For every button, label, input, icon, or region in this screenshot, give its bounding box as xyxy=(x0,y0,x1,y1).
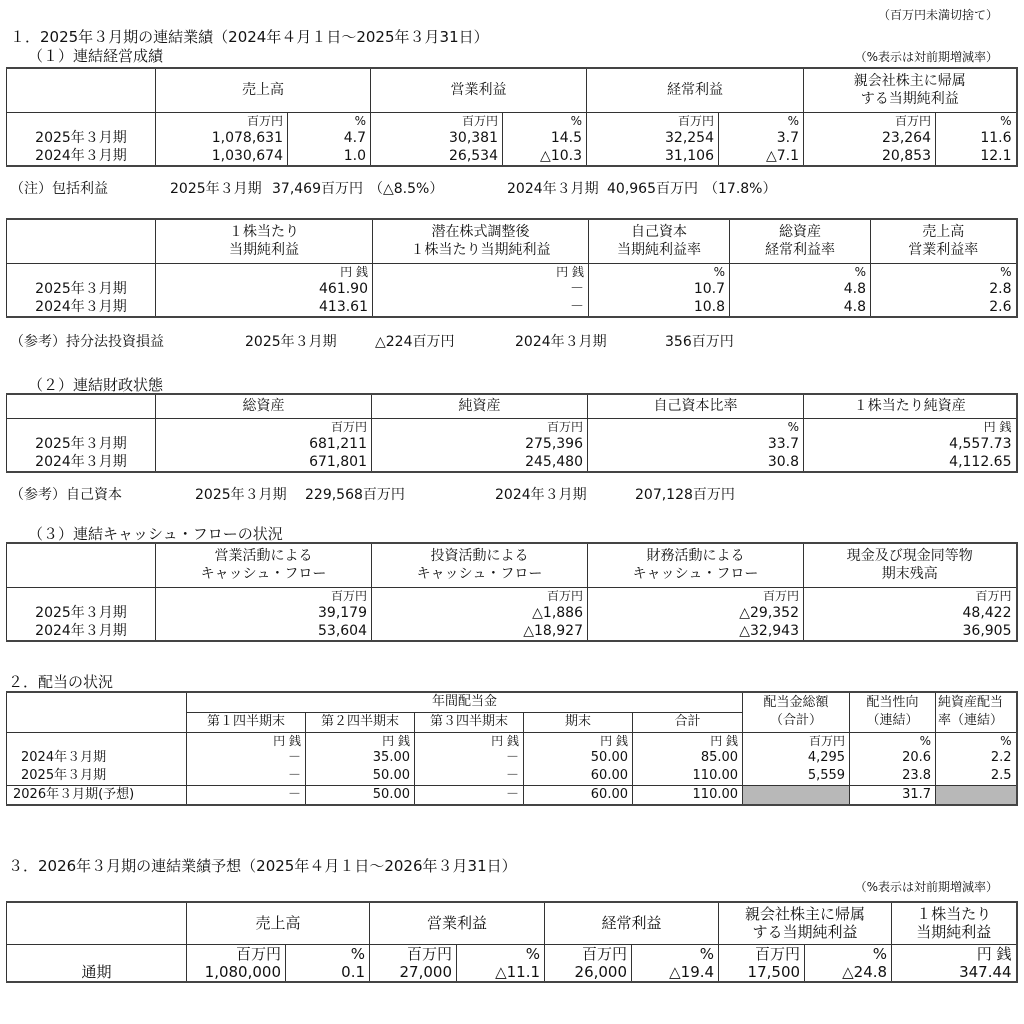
header-diluted-eps: 潜在株式調整後 １株当たり当期純利益 xyxy=(373,219,589,263)
header-roa: 総資産 経常利益率 xyxy=(730,219,871,263)
equity-method-note: （参考）持分法投資損益 2025年３月期 △224百万円 2024年３月期 356百万円 xyxy=(10,334,734,350)
header-roe: 自己資本 当期純利益率 xyxy=(589,219,730,263)
unit: 百万円 xyxy=(587,112,719,129)
section3-title: ３．2026年３月期の連結業績予想（2025年４月１日～2026年３月31日） xyxy=(8,857,517,875)
header-operating-margin: 売上高 営業利益率 xyxy=(871,219,1017,263)
header-payout-ratio: 配当性向 （連結） xyxy=(850,692,936,732)
header-investing-cf: 投資活動による キャッシュ・フロー xyxy=(372,543,588,587)
dividends-table: 年間配当金 配当金総額 （合計） 配当性向 （連結） 純資産配当 率（連結） 第１四半期末 第２四半期末 第３四半期末 期末 合計 円 銭 円 銭 円 銭 円 銭 円 銭 百万円 % % 2024年３月期 － 35.00 － 50.00 85.00 4,295 20.6 2.2 2025年３月期 － 50.00 － 60.00 110.00 5,559 23.8 2.5 2026年３月期(予想) － 50.00 － 60.00 110.00 31.7 xyxy=(6,691,1018,806)
table-row: 2025年３月期 1,078,631 4.7 30,381 14.5 32,254 3.7 23,264 11.6 xyxy=(7,129,1017,147)
unit: % xyxy=(719,112,804,129)
shaded-cell xyxy=(743,785,850,805)
table-row: 2025年３月期 － 50.00 － 60.00 110.00 5,559 23.8 2.5 xyxy=(7,767,1017,786)
equity-capital-note: （参考）自己資本 2025年３月期 229,568百万円 2024年３月期 207,128百万円 xyxy=(10,487,735,503)
sub3-title: （３）連結キャッシュ・フローの状況 xyxy=(28,525,283,543)
section2-title: ２．配当の状況 xyxy=(8,673,114,691)
header-financing-cf: 財務活動による キャッシュ・フロー xyxy=(588,543,804,587)
header-total: 合計 xyxy=(633,712,743,732)
shaded-cell xyxy=(936,785,1017,805)
table-row: 2024年３月期 53,604 △18,927 △32,943 36,905 xyxy=(7,622,1017,641)
sub1-note: （%表示は対前期増減率） xyxy=(854,50,998,64)
header-net-income-parent: 親会社株主に帰属 する当期純利益 xyxy=(719,902,892,944)
unit: % xyxy=(503,112,587,129)
per-share-ratios-table: １株当たり 当期純利益 潜在株式調整後 １株当たり当期純利益 自己資本 当期純利益率 総資産 経常利益率 売上高 営業利益率 円 銭 円 銭 % % % 2025年３月期 461.90 － 10.7 4.8 2.8 2024年３月期 413.61 － 10.8 4.8 2.6 xyxy=(6,218,1018,318)
sub1-title: （１）連結経営成績 xyxy=(28,47,164,65)
header-bps: １株当たり純資産 xyxy=(804,394,1017,418)
header-operating-cf: 営業活動による キャッシュ・フロー xyxy=(156,543,372,587)
forecast-table: 売上高 営業利益 経常利益 親会社株主に帰属 する当期純利益 １株当たり 当期純利益 通期 百万円 % 百万円 % 百万円 % 百万円 % 円 銭 1,080,000 0.1 27,000 △11.1 26,000 △19.4 17,500 △24.8 347.44 xyxy=(6,901,1018,983)
header-cash-end: 現金及び現金同等物 期末残高 xyxy=(804,543,1017,587)
table-row: 1,080,000 0.1 27,000 △11.1 26,000 △19.4 17,500 △24.8 347.44 xyxy=(7,963,1017,982)
header-annual-dividends: 年間配当金 xyxy=(187,692,743,712)
header-eps: １株当たり 当期純利益 xyxy=(892,902,1017,944)
header-ordinary-income: 経常利益 xyxy=(545,902,719,944)
unit: % xyxy=(936,112,1017,129)
operating-results-table xyxy=(6,67,1018,167)
header-doe: 純資産配当 率（連結） xyxy=(936,692,1017,732)
header-ordinary-income: 経常利益 xyxy=(587,68,804,112)
unit: 百万円 xyxy=(804,112,936,129)
header-q2: 第２四半期末 xyxy=(306,712,415,732)
header-net-sales: 売上高 xyxy=(187,902,370,944)
header-operating-income: 営業利益 xyxy=(370,902,545,944)
table-row: 2024年３月期 － 35.00 － 50.00 85.00 4,295 20.6 2.2 xyxy=(7,749,1017,767)
unit: 百万円 xyxy=(371,112,503,129)
truncation-note: （百万円未満切捨て） xyxy=(877,8,998,22)
header-q3: 第３四半期末 xyxy=(415,712,524,732)
header-equity-ratio: 自己資本比率 xyxy=(588,394,804,418)
header-year-end: 期末 xyxy=(524,712,633,732)
header-net-assets: 純資産 xyxy=(372,394,588,418)
table-row-forecast: 2026年３月期(予想) － 50.00 － 60.00 110.00 31.7 xyxy=(7,785,1017,805)
unit: 百万円 xyxy=(156,112,288,129)
header-net-income-parent: 親会社株主に帰属 する当期純利益 xyxy=(804,68,1017,112)
table-row: 2025年３月期 461.90 － 10.7 4.8 2.8 xyxy=(7,280,1017,298)
header-q1: 第１四半期末 xyxy=(187,712,306,732)
header-net-sales: 売上高 xyxy=(156,68,371,112)
header-total-dividends: 配当金総額 （合計） xyxy=(743,692,850,732)
table-row: 2024年３月期 413.61 － 10.8 4.8 2.6 xyxy=(7,298,1017,317)
section1-title: １．2025年３月期の連結業績（2024年４月１日～2025年３月31日） xyxy=(10,28,489,46)
header-operating-income: 営業利益 xyxy=(371,68,587,112)
table-row: 2025年３月期 39,179 △1,886 △29,352 48,422 xyxy=(7,604,1017,622)
header-blank xyxy=(7,68,156,112)
table-row: 2024年３月期 1,030,674 1.0 26,534 △10.3 31,106 △7.1 20,853 12.1 xyxy=(7,147,1017,166)
comprehensive-income-note: （注）包括利益 2025年３月期 37,469百万円 （△8.5%） 2024年３月期 40,965百万円 （17.8%） xyxy=(10,181,777,197)
section3-note: （%表示は対前期増減率） xyxy=(854,880,998,894)
cash-flow-table: 営業活動による キャッシュ・フロー 投資活動による キャッシュ・フロー 財務活動による キャッシュ・フロー 現金及び現金同等物 期末残高 百万円 百万円 百万円 百万円 2025年３月期 39,179 △1,886 △29,352 48,422 2024年３月期 53,604 △18,927 △32,943 36,905 xyxy=(6,542,1018,642)
financial-position-table: 総資産 純資産 自己資本比率 １株当たり純資産 百万円 百万円 % 円 銭 2025年３月期 681,211 275,396 33.7 4,557.73 2024年３月期 671,801 245,480 30.8 4,112.65 xyxy=(6,393,1018,473)
row-label-full-year: 通期 xyxy=(7,944,187,982)
header-total-assets: 総資産 xyxy=(156,394,372,418)
table-row: 2025年３月期 681,211 275,396 33.7 4,557.73 xyxy=(7,435,1017,453)
header-eps: １株当たり 当期純利益 xyxy=(156,219,373,263)
table-row: 2024年３月期 671,801 245,480 30.8 4,112.65 xyxy=(7,453,1017,472)
unit: % xyxy=(288,112,371,129)
sub2-title: （２）連結財政状態 xyxy=(28,376,164,394)
